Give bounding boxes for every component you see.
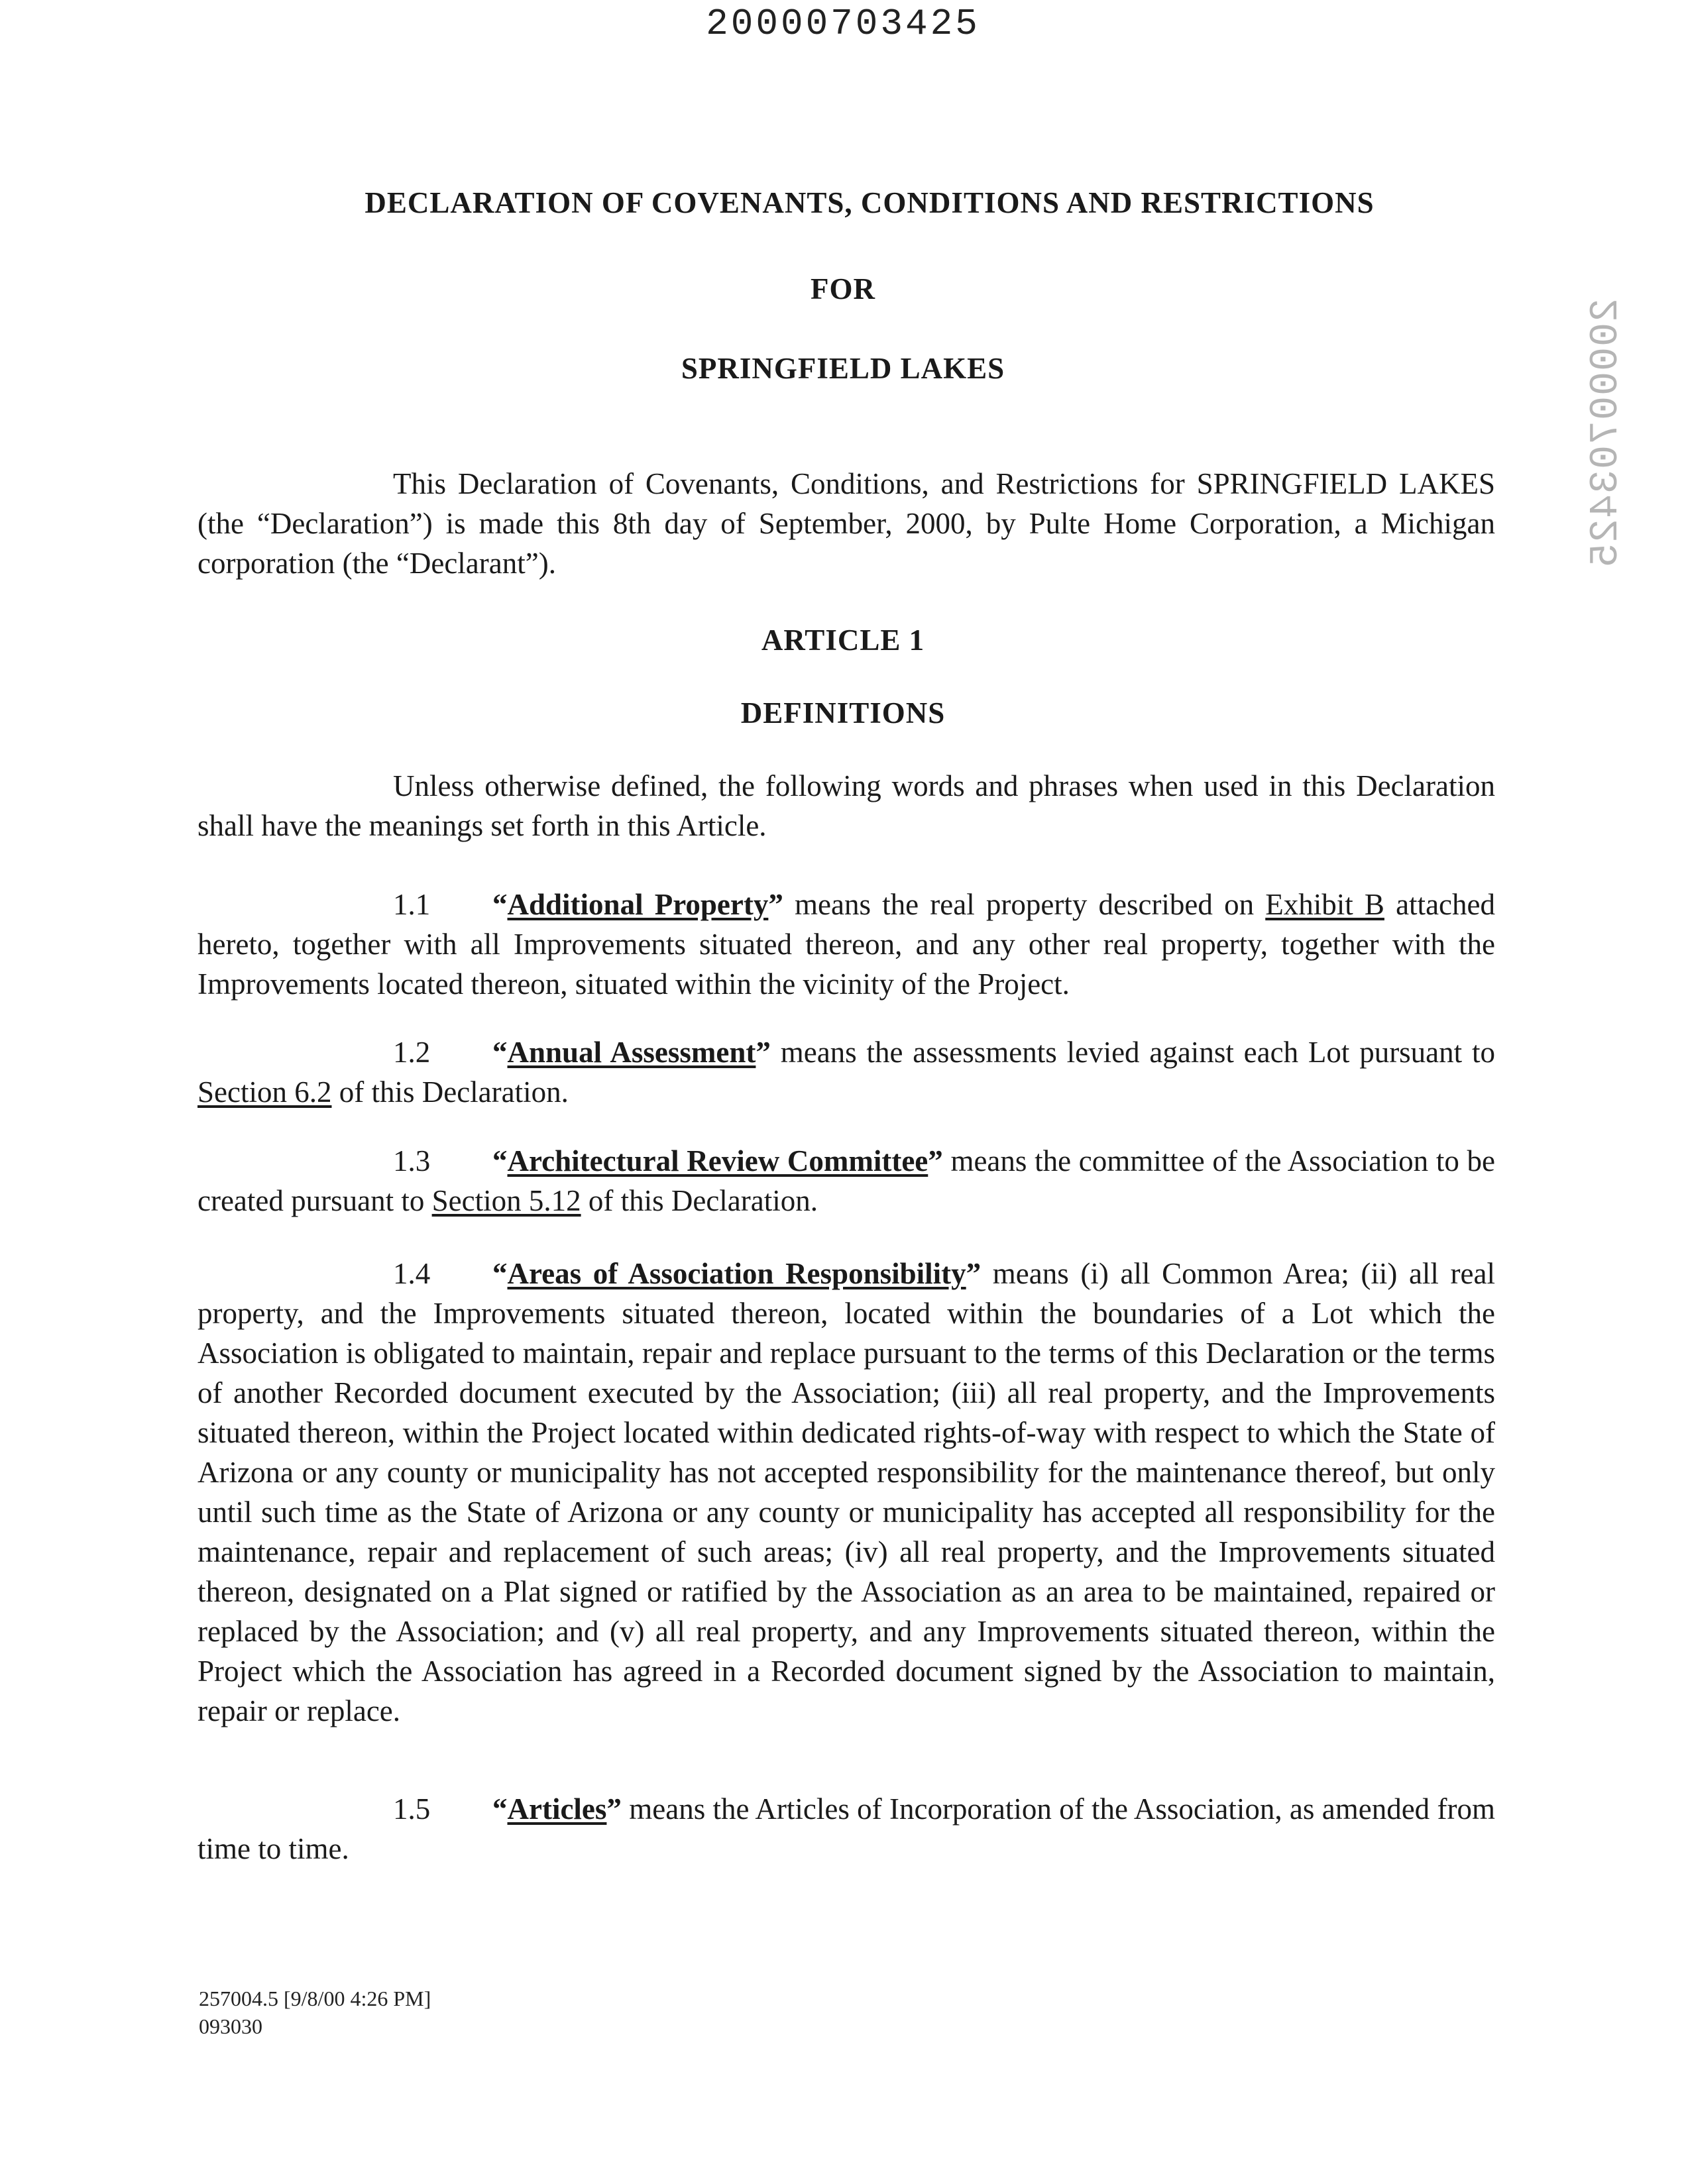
definition-text: means the assessments levied against each Lot pursuant to [770, 1036, 1495, 1069]
exhibit-reference: Exhibit B [1265, 888, 1384, 921]
definition-1-4 [197, 1254, 1495, 1731]
definition-text-cont: of this Declaration. [331, 1075, 569, 1109]
project-name: SPRINGFIELD LAKES [681, 352, 1005, 385]
definition-term: “Additional Property” [492, 888, 783, 921]
article-title: DEFINITIONS [740, 696, 946, 730]
definition-number: 1.5 [393, 1792, 431, 1826]
definition-term: “Architectural Review Committee” [492, 1144, 943, 1177]
definition-term: “Articles” [492, 1792, 622, 1826]
preamble-text: Unless otherwise defined, the following words and phrases when used in this Declaration shall have the meanings set forth in this Article. [197, 769, 1495, 842]
definition-1-3 [197, 1141, 1495, 1221]
definition-text: means the real property described on [783, 888, 1266, 921]
definition-1-2 [197, 1032, 1495, 1112]
document-title: DECLARATION OF COVENANTS, CONDITIONS AND RESTRICTIONS [365, 186, 1375, 219]
definition-text: means the Articles of Incorporation of the Association, as amended from time to time. [197, 1792, 1495, 1865]
section-reference: Section 5.12 [431, 1184, 581, 1217]
definition-number: 1.1 [393, 888, 431, 921]
recording-number: 20000703425 [706, 3, 980, 45]
definition-1-1 [197, 885, 1495, 1004]
definition-term: “Areas of Association Responsibility” [492, 1257, 982, 1290]
definition-term: “Annual Assessment” [492, 1036, 771, 1069]
definition-number: 1.4 [393, 1257, 431, 1290]
side-recording-stamp: 20000703425 [1584, 298, 1629, 569]
definition-number: 1.2 [393, 1036, 431, 1069]
definition-1-5 [197, 1789, 1495, 1869]
article-heading: ARTICLE 1 [761, 624, 925, 657]
intro-text: This Declaration of Covenants, Conditions, and Restrictions for SPRINGFIELD LAKES (the “Declaration”) is made this 8th day of September, 2000, by Pulte Home Corporation, a Michigan corporation (the “Declarant”). [197, 467, 1495, 580]
section-reference: Section 6.2 [197, 1075, 332, 1109]
definition-text: means (i) all Common Area; (ii) all real property, and the Improvements situated thereon, located within the boundaries of a Lot which the Association is obligated to maintain, repair and replace pursuant to the terms of this Declaration or the terms of another Recorded document executed by the Association; (iii) all real property, and the Improvements situated thereon, within the Project located within dedicated rights-of-way with respect to which the State of Arizona or any county or municipality has not accepted responsibility for the maintenance thereof, but only until such time as the State of Arizona or any county or municipality has accepted all responsibility for the maintenance, repair and replacement of such areas; (iv) all real property, and the Improvements situated thereon, designated on a Plat signed or ratified by the Association as an area to be maintained, repaired or replaced by the Association; and (v) all real property, and any Improvements situated thereon, within the Project which the Association has agreed in a Recorded document signed by the Association to maintain, repair or replace. [197, 1257, 1495, 1727]
definition-text-cont: of this Declaration. [581, 1184, 818, 1217]
title-for: FOR [811, 272, 875, 305]
definition-text-cont: attached hereto, together with all Improvements situated thereon, and any other real property, together with the Improvements located thereon, situated within the vicinity of the Project. [197, 888, 1495, 1001]
definition-text: means the committee of the Association to be created pursuant to [197, 1144, 1495, 1217]
preamble-paragraph [197, 766, 1495, 846]
definition-number: 1.3 [393, 1144, 431, 1177]
intro-paragraph [197, 464, 1495, 583]
footer-doc-id: 257004.5 [9/8/00 4:26 PM] [199, 1987, 431, 2010]
footer [199, 1985, 431, 2040]
footer-code: 093030 [199, 2014, 262, 2038]
